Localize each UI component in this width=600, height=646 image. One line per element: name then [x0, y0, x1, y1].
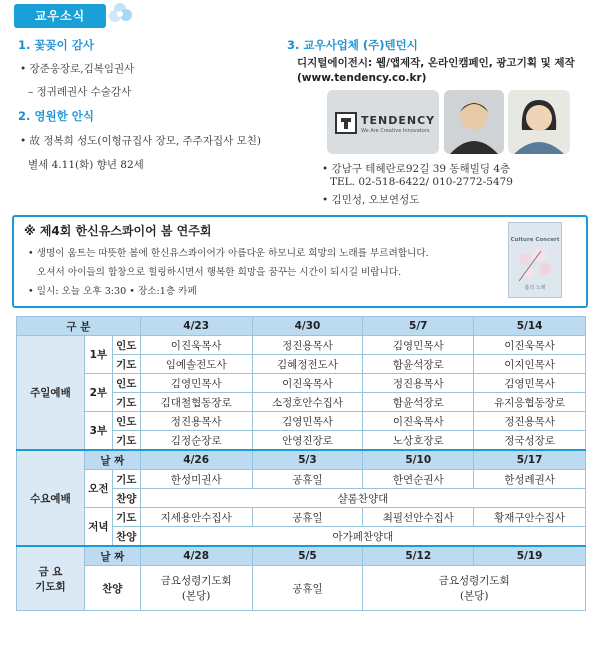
- friday-label-line1: 금 요: [38, 565, 63, 578]
- table-cell: 함윤석장로: [363, 355, 474, 374]
- table-cell: 소정호안수집사: [252, 393, 363, 412]
- table-cell: 아가페찬양대: [140, 527, 585, 547]
- table-row: [17, 546, 586, 566]
- table-cell: 지세용안수집사: [140, 508, 252, 527]
- sunday-worship-label: 주일예배: [17, 336, 85, 451]
- table-cell: 한성례권사: [474, 470, 586, 489]
- service-part-label: 오전: [84, 470, 112, 508]
- cell-line2: (본당): [181, 590, 211, 602]
- table-cell: 김영민목사: [252, 412, 363, 431]
- role-label: 기도: [112, 431, 140, 451]
- wednesday-worship-label: 수요예배: [17, 450, 85, 546]
- company-logo-photo: [327, 90, 439, 154]
- service-part-label: 2부: [84, 374, 112, 412]
- table-header-row: [17, 317, 586, 336]
- portrait-photo-1: [444, 90, 504, 154]
- table-cell: [363, 566, 586, 611]
- date-label: 날 짜: [84, 546, 140, 566]
- date-label: 날 짜: [84, 450, 140, 470]
- section-2-line2: 별세 4.11(화) 향년 82세: [28, 159, 144, 171]
- table-cell: 김대철협동장로: [140, 393, 252, 412]
- business-website: (www.tendency.co.kr): [297, 72, 427, 84]
- table-cell: 정진용목사: [252, 336, 363, 355]
- business-phone: TEL. 02-518-6422/ 010-2772-5479: [330, 176, 513, 188]
- table-cell: 김영민목사: [363, 336, 474, 355]
- concert-title: ※ 제4회 한신유스콰이어 봄 연주회: [24, 224, 212, 238]
- role-label: 기도: [112, 355, 140, 374]
- table-cell: 한연순권사: [363, 470, 474, 489]
- header-date: 5/5: [252, 546, 363, 566]
- person-icon: [508, 90, 570, 154]
- cell-line1: 금요성령기도회: [160, 575, 232, 587]
- table-cell: 이지인목사: [474, 355, 586, 374]
- header-date: 5/7: [363, 317, 474, 336]
- friday-prayer-label: [17, 546, 85, 611]
- table-cell: 정진용목사: [363, 374, 474, 393]
- table-row: [17, 336, 586, 355]
- header-date: 4/26: [140, 450, 252, 470]
- table-row: [17, 374, 586, 393]
- role-label: 기도: [112, 470, 140, 489]
- flower-icon: [106, 0, 134, 28]
- header-date: 5/17: [474, 450, 586, 470]
- portrait-photo-2: [508, 90, 570, 154]
- section-tag: 교우소식: [14, 4, 106, 28]
- table-cell: 정진용목사: [474, 412, 586, 431]
- table-cell: [140, 566, 252, 611]
- cell-line1: 공휴일: [292, 582, 323, 595]
- section-2-title: 2. 영원한 안식: [18, 109, 94, 123]
- business-address: • 강남구 테헤란로92길 39 동해빌딩 4층: [322, 163, 511, 175]
- table-cell: 함윤석장로: [363, 393, 474, 412]
- header-date: 5/14: [474, 317, 586, 336]
- header-date: 4/28: [140, 546, 252, 566]
- table-cell: [252, 566, 363, 611]
- logo-subtext: We Are Creative Innovators: [361, 128, 430, 134]
- section-2-line1: • 故 정복희 성도(이형규집사 장모, 주주자집사 모친): [20, 135, 261, 147]
- table-cell: 한성미권사: [140, 470, 252, 489]
- header-date: 5/12: [363, 546, 474, 566]
- table-cell: 황재구안수집사: [474, 508, 586, 527]
- role-label: 찬양: [112, 489, 140, 508]
- cell-line1: 금요성령기도회: [438, 575, 510, 587]
- table-cell: 이진욱목사: [474, 336, 586, 355]
- role-label: 인도: [112, 412, 140, 431]
- business-description: 디지털에이전시: 웹/앱제작, 온라인캠페인, 광고기획 및 제작: [297, 57, 575, 69]
- table-cell: 이진욱목사: [252, 374, 363, 393]
- section-3-title: 3. 교우사업체 (주)텐던시: [287, 38, 418, 52]
- table-cell: 노상호장로: [363, 431, 474, 451]
- concert-poster: [508, 222, 562, 298]
- role-label: 인도: [112, 336, 140, 355]
- header-date: 5/10: [363, 450, 474, 470]
- concert-line1: • 생명이 움트는 따뜻한 봄에 한신유스콰이어가 아름다운 하모니로 희망의 노래를 부르려합니다.: [28, 248, 429, 259]
- table-row: [17, 508, 586, 527]
- table-cell: 김혜정전도사: [252, 355, 363, 374]
- table-cell: 김영민목사: [474, 374, 586, 393]
- cell-line2: (본당): [459, 590, 489, 602]
- role-label: 찬양: [112, 527, 140, 547]
- table-cell: 김정순장로: [140, 431, 252, 451]
- header-category: 구 분: [17, 317, 141, 336]
- table-cell: 김영민목사: [140, 374, 252, 393]
- table-cell: 이진욱목사: [363, 412, 474, 431]
- concert-time-place: • 일시: 오늘 오후 3:30 • 장소:1층 카페: [28, 286, 197, 297]
- header-date: 5/3: [252, 450, 363, 470]
- section-1-line2: – 정귀례권사 수술감사: [28, 86, 132, 98]
- table-cell: 샬롬찬양대: [140, 489, 585, 508]
- blossom-illustration: [515, 247, 555, 281]
- table-cell: 정국성장로: [474, 431, 586, 451]
- header-date: 5/19: [474, 546, 586, 566]
- section-1-title: 1. 꽃꽂이 감사: [18, 38, 94, 52]
- service-part-label: 저녁: [84, 508, 112, 547]
- role-label: 기도: [112, 393, 140, 412]
- section-1-line1: • 장준웅장로,김복임권사: [20, 63, 135, 75]
- table-cell: 공휴일: [252, 470, 363, 489]
- worship-schedule-table: [16, 316, 586, 611]
- table-row: [17, 412, 586, 431]
- table-cell: 공휴일: [252, 508, 363, 527]
- service-part-label: 1부: [84, 336, 112, 374]
- role-label: 인도: [112, 374, 140, 393]
- table-cell: 임예솔전도사: [140, 355, 252, 374]
- table-cell: 안영진장로: [252, 431, 363, 451]
- role-label: 찬양: [84, 566, 140, 611]
- person-icon: [444, 90, 504, 154]
- concert-line2: 오셔서 아이들의 합창으로 힐링하시면서 행복한 희망을 꿈꾸는 시간이 되시길 비랍니다.: [37, 267, 402, 278]
- logo-text: TENDENCY: [361, 114, 436, 127]
- table-row: [17, 470, 586, 489]
- table-row: [17, 450, 586, 470]
- table-cell: 정진용목사: [140, 412, 252, 431]
- friday-label-line2: 기도회: [35, 580, 66, 593]
- table-cell: 최필선안수집사: [363, 508, 474, 527]
- role-label: 기도: [112, 508, 140, 527]
- service-part-label: 3부: [84, 412, 112, 451]
- business-owners: • 김민성, 오보연성도: [322, 194, 420, 206]
- header-date: 4/23: [140, 317, 252, 336]
- header-date: 4/30: [252, 317, 363, 336]
- poster-subtitle: 봄의 노래: [524, 285, 546, 291]
- table-cell: 이진욱목사: [140, 336, 252, 355]
- table-cell: 유지응협동장로: [474, 393, 586, 412]
- table-row: [17, 566, 586, 611]
- poster-title: Culture Concert: [510, 237, 560, 243]
